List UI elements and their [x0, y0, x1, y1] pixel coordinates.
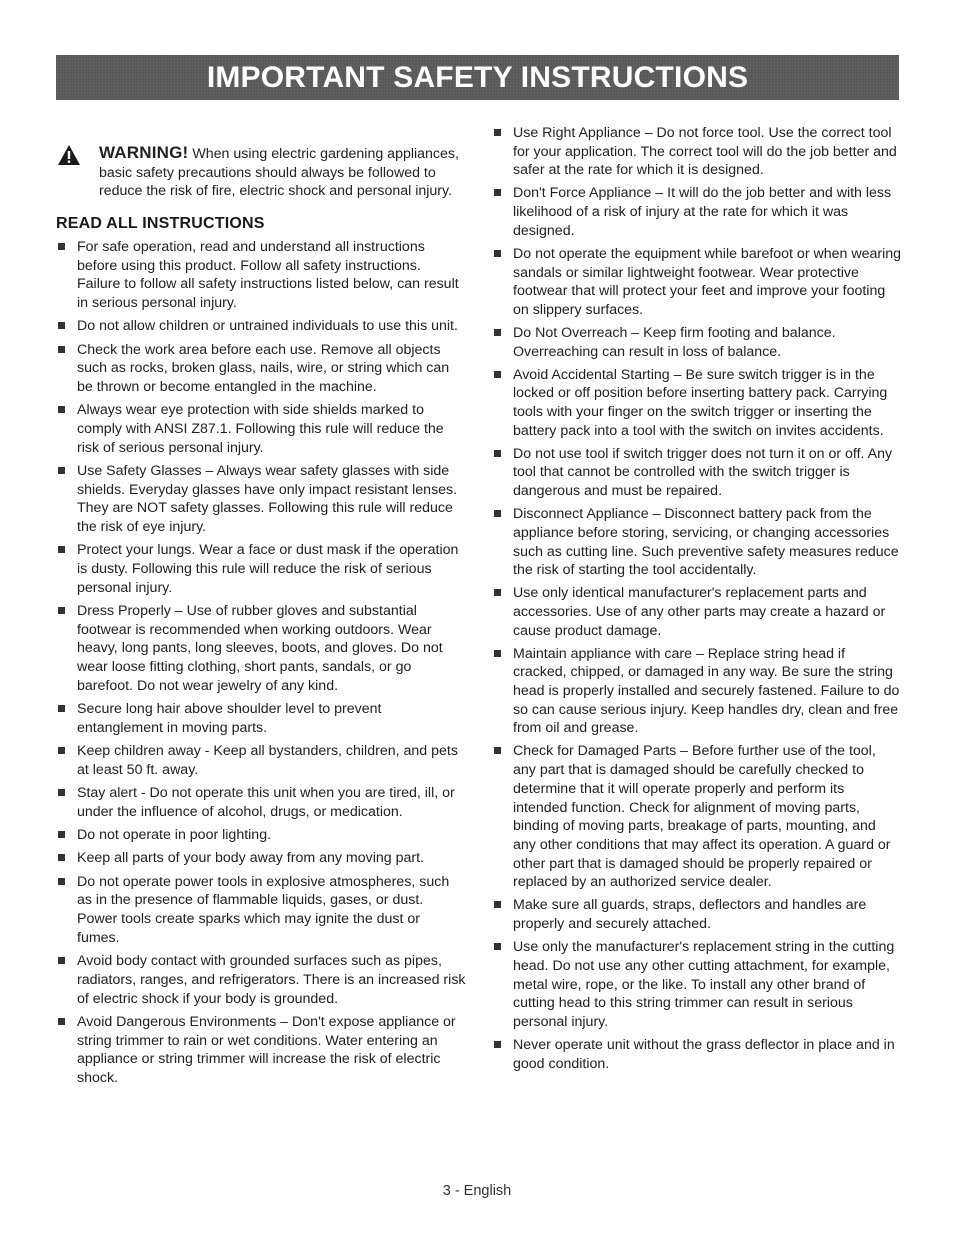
list-item: Never operate unit without the grass deflector in place and in good condition. [492, 1036, 902, 1073]
list-item: Stay alert - Do not operate this unit when you are tired, ill, or under the influence of alcohol, drugs, or medication. [56, 784, 466, 821]
list-item: Use only identical manufacturer's replacement parts and accessories. Use of any other parts may create a hazard or cause product damage. [492, 584, 902, 640]
list-item: Don't Force Appliance – It will do the job better and with less likelihood of a risk of injury at the rate for which it was designed. [492, 184, 902, 240]
square-bullet-icon [494, 189, 501, 196]
warning-triangle-icon [57, 144, 81, 166]
list-item: Do Not Overreach – Keep firm footing and balance. Overreaching can result in loss of balance. [492, 324, 902, 361]
square-bullet-icon [58, 406, 65, 413]
list-item: Always wear eye protection with side shields marked to comply with ANSI Z87.1. Following this rule will reduce the risk of serious personal injury. [56, 401, 466, 457]
list-item: Use Safety Glasses – Always wear safety glasses with side shields. Everyday glasses have only impact resistant lenses. They are NOT safety glasses. Following this rule will reduce the risk of eye injury. [56, 462, 466, 537]
square-bullet-icon [58, 243, 65, 250]
square-bullet-icon [494, 901, 501, 908]
section-heading: READ ALL INSTRUCTIONS [56, 215, 265, 233]
square-bullet-icon [58, 467, 65, 474]
list-item: Do not operate power tools in explosive atmospheres, such as in the presence of flammable liquids, gases, or dust. Power tools create sparks which may ignite the dust or fumes. [56, 873, 466, 948]
list-item: Do not operate in poor lighting. [56, 826, 466, 845]
square-bullet-icon [494, 329, 501, 336]
square-bullet-icon [494, 129, 501, 136]
list-item: For safe operation, read and understand all instructions before using this product. Follow all safety instructions. Failure to follow all safety instructions listed below, can result in serious personal injury. [56, 238, 466, 313]
square-bullet-icon [494, 943, 501, 950]
list-item: Avoid Accidental Starting – Be sure switch trigger is in the locked or off position before inserting battery pack. Carrying tools with your finger on the switch trigger or inserting the battery pack into a tool with the switch on invites accidents. [492, 366, 902, 441]
square-bullet-icon [494, 371, 501, 378]
list-item: Do not operate the equipment while barefoot or when wearing sandals or similar lightweight footwear. Wear protective footwear that will protect your feet and improve your footing on slippery surfaces. [492, 245, 902, 320]
square-bullet-icon [58, 957, 65, 964]
square-bullet-icon [58, 346, 65, 353]
square-bullet-icon [494, 450, 501, 457]
square-bullet-icon [58, 546, 65, 553]
section-banner [56, 55, 899, 100]
left-instruction-list [56, 238, 466, 1088]
list-item: Avoid body contact with grounded surfaces such as pipes, radiators, ranges, and refrigerators. There is an increased risk of electric shock if your body is grounded. [56, 952, 466, 1008]
list-item: Check for Damaged Parts – Before further use of the tool, any part that is damaged should be carefully checked to determine that it will operate properly and perform its intended function. Check for alignment of moving parts, binding of moving parts, breakage of parts, mounting, and any other conditions that may affect its operation. A guard or other part that is damaged should be properly repaired or replaced by an authorized service dealer. [492, 742, 902, 892]
square-bullet-icon [58, 854, 65, 861]
square-bullet-icon [58, 322, 65, 329]
warning-text: When using electric gardening appliances, basic safety precautions should always be followed to reduce the risk of fire, electric shock and personal injury. [99, 146, 459, 200]
list-item: Use only the manufacturer's replacement string in the cutting head. Do not use any other cutting attachment, for example, metal wire, rope, or the like. To install any other brand of cutting head to this string trimmer can result in serious personal injury. [492, 938, 902, 1032]
right-column [492, 124, 902, 1078]
list-item: Make sure all guards, straps, deflectors and handles are properly and securely attached. [492, 896, 902, 933]
list-item: Dress Properly – Use of rubber gloves and substantial footwear is recommended when working outdoors. Wear heavy, long pants, long sleeves, boots, and gloves. Do not wear loose fitting clothing, short pants, sandals, or go barefoot. Do not wear jewelry of any kind. [56, 602, 466, 696]
list-item: Avoid Dangerous Environments – Don't expose appliance or string trimmer to rain or wet conditions. Water entering an appliance or string trimmer will increase the risk of electric shock. [56, 1013, 466, 1088]
square-bullet-icon [58, 1018, 65, 1025]
list-item: Use Right Appliance – Do not force tool. Use the correct tool for your application. The correct tool will do the job better and safer at the rate for which it is designed. [492, 124, 902, 180]
square-bullet-icon [58, 878, 65, 885]
list-item: Check the work area before each use. Remove all objects such as rocks, broken glass, nails, wire, or string which can be thrown or become entangled in the machine. [56, 341, 466, 397]
page-footer: 3 - English [442, 1183, 512, 1199]
list-item: Keep children away - Keep all bystanders, children, and pets at least 50 ft. away. [56, 742, 466, 779]
warning-label: WARNING! [99, 143, 189, 162]
square-bullet-icon [494, 510, 501, 517]
square-bullet-icon [58, 607, 65, 614]
list-item: Keep all parts of your body away from any moving part. [56, 849, 466, 868]
square-bullet-icon [58, 831, 65, 838]
square-bullet-icon [58, 789, 65, 796]
list-item: Disconnect Appliance – Disconnect battery pack from the appliance before storing, servicing, or changing accessories such as cutting line. Such preventive safety measures reduce the risk of starting the tool accidentally. [492, 505, 902, 580]
list-item: Secure long hair above shoulder level to prevent entanglement in moving parts. [56, 700, 466, 737]
square-bullet-icon [58, 747, 65, 754]
square-bullet-icon [494, 589, 501, 596]
left-column [56, 124, 466, 1092]
square-bullet-icon [494, 250, 501, 257]
right-instruction-list [492, 124, 902, 1073]
square-bullet-icon [494, 747, 501, 754]
warning-block [56, 144, 466, 201]
list-item: Do not use tool if switch trigger does not turn it on or off. Any tool that cannot be controlled with the switch trigger is dangerous and must be repaired. [492, 445, 902, 501]
banner-title: IMPORTANT SAFETY INSTRUCTIONS [206, 60, 749, 94]
list-item: Do not allow children or untrained individuals to use this unit. [56, 317, 466, 336]
square-bullet-icon [494, 1041, 501, 1048]
square-bullet-icon [58, 705, 65, 712]
list-item: Maintain appliance with care – Replace string head if cracked, chipped, or damaged in any way. Be sure the string head is properly installed and securely fastened. Failure to do so can cause serious injury. Keep handles dry, clean and free from oil and grease. [492, 645, 902, 739]
square-bullet-icon [494, 650, 501, 657]
list-item: Protect your lungs. Wear a face or dust mask if the operation is dusty. Following this rule will reduce the risk of serious personal injury. [56, 541, 466, 597]
